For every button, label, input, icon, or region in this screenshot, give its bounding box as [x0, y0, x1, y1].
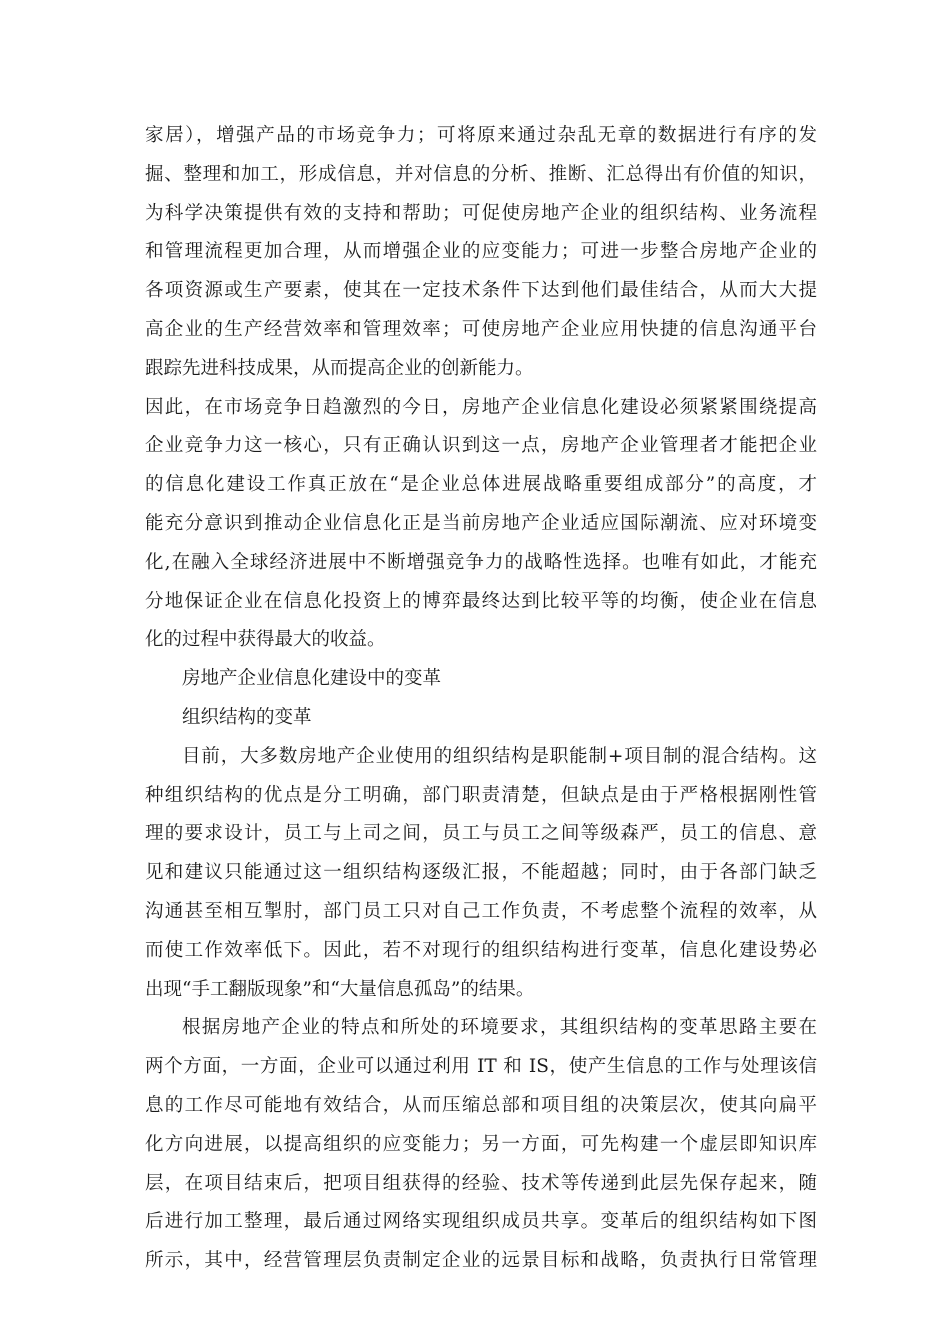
text-line: 沟通甚至相互掣肘，部门员工只对自己工作负责，不考虑整个流程的效率，从 [145, 900, 817, 922]
text-line: 房地产企业信息化建设中的变革 [182, 668, 442, 690]
text-line: 和管理流程更加合理，从而增强企业的应变能力；可进一步整合房地产企业的 [145, 241, 817, 263]
text-line: 层，在项目结束后，把项目组获得的经验、技术等传递到此层先保存起来，随 [145, 1172, 817, 1194]
text-line: 组织结构的变革 [182, 706, 312, 728]
text-line: 理的要求设计，员工与上司之间，员工与员工之间等级森严，员工的信息、意 [145, 823, 817, 845]
text-line: 见和建议只能通过这一组织结构逐级汇报，不能超越；同时，由于各部门缺乏 [145, 862, 817, 884]
text-line: 息的工作尽可能地有效结合，从而压缩总部和项目组的决策层次，使其向扁平 [145, 1094, 817, 1116]
text-line: 化的过程中获得最大的收益。 [145, 629, 386, 651]
text-line: 家居），增强产品的市场竞争力；可将原来通过杂乱无章的数据进行有序的发 [145, 125, 817, 146]
text-line: 化方向进展，以提高组织的应变能力；另一方面，可先构建一个虚层即知识库 [145, 1133, 817, 1155]
text-line: 跟踪先进科技成果，从而提高企业的创新能力。 [145, 357, 534, 379]
text-line: 各项资源或生产要素，使其在一定技术条件下达到他们最佳结合，从而大大提 [145, 280, 817, 302]
text-line: 因此，在市场竞争日趋激烈的今日，房地产企业信息化建设必须紧紧围绕提高 [145, 396, 817, 418]
text-line: 出现“手工翻版现象”和“大量信息孤岛”的结果。 [145, 978, 535, 1000]
text-line: 的信息化建设工作真正放在“是企业总体进展战略重要组成部分”的高度，才 [145, 474, 817, 496]
text-line: 两个方面，一方面，企业可以通过利用 IT 和 IS，使产生信息的工作与处理该信 [145, 1056, 817, 1078]
text-line: 目前，大多数房地产企业使用的组织结构是职能制+项目制的混合结构。这 [182, 745, 817, 767]
text-line: 企业竞争力这一核心，只有正确认识到这一点，房地产企业管理者才能把企业 [145, 435, 817, 457]
text-line: 化,在融入全球经济进展中不断增强竞争力的战略性选择。也唯有如此，才能充 [145, 551, 817, 573]
text-line: 分地保证企业在信息化投资上的博弈最终达到比较平等的均衡，使企业在信息 [145, 590, 817, 612]
document-body [145, 117, 817, 1281]
text-line: 根据房地产企业的特点和所处的环境要求，其组织结构的变革思路主要在 [182, 1017, 817, 1039]
text-line: 为科学决策提供有效的支持和帮助；可促使房地产企业的组织结构、业务流程 [145, 202, 817, 224]
text-line: 后进行加工整理，最后通过网络实现组织成员共享。变革后的组织结构如下图 [145, 1211, 817, 1233]
text-line: 能充分意识到推动企业信息化正是当前房地产企业适应国际潮流、应对环境变 [145, 512, 817, 534]
text-line: 种组织结构的优点是分工明确，部门职责清楚，但缺点是由于严格根据刚性管 [145, 784, 817, 806]
text-line: 而使工作效率低下。因此，若不对现行的组织结构进行变革，信息化建设势必 [145, 939, 817, 961]
text-line: 所示，其中，经营管理层负责制定企业的远景目标和战略，负责执行日常管理 [145, 1250, 817, 1272]
text-line: 掘、整理和加工，形成信息，并对信息的分析、推断、汇总得出有价值的知识， [145, 163, 817, 185]
text-line: 高企业的生产经营效率和管理效率；可使房地产企业应用快捷的信息沟通平台 [145, 318, 817, 340]
